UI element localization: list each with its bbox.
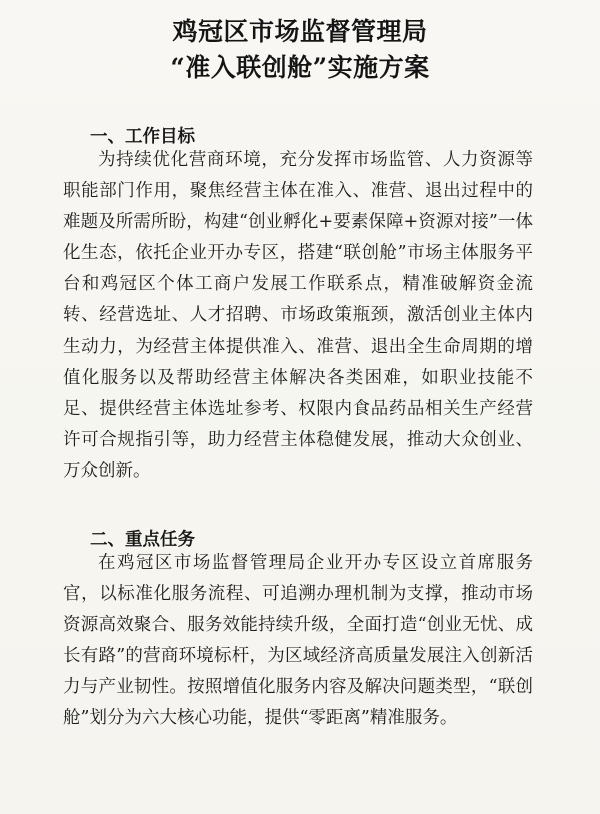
section-paragraph-tasks: 在鸡冠区市场监督管理局企业开办专区设立首席服务官，以标准化服务流程、可追溯办理机制为支撑，推动市场资源高效聚合、服务效能持续升级，全面打造“创业无忧、成长有路”的营商环境标杆，为区域经济高质量发展注入创新活力与产业韧性。按照增值化服务内容及解决问题类型，“联创舱”划分为六大核心功能，提供“零距离”精准服务。 xyxy=(63,553,533,729)
title-line-1: 鸡冠区市场监督管理局 xyxy=(172,17,428,46)
section-paragraph-goals: 为持续优化营商环境，充分发挥市场监管、人力资源等职能部门作用，聚焦经营主体在准入、准营、退出过程中的难题及所需所盼，构建“创业孵化+要素保障+资源对接”一体化生态，依托企业开办专区，搭建“联创舱”市场主体服务平台和鸡冠区个体工商户发展工作联系点，精准破解资金流转、经营选址、人才招聘、市场政策瓶颈，激活创业主体内生动力，为经营主体提供准入、准营、退出全生命周期的增值化服务以及帮助经营主体解决各类困难，如职业技能不足、提供经营主体选址参考、权限内食品药品相关生产经营许可合规指引等，助力经营主体稳健发展，推动大众创业、万众创新。 xyxy=(63,150,533,481)
document-title xyxy=(0,14,600,86)
title-line-2: “准入联创舱”实施方案 xyxy=(170,53,430,82)
section-heading-goals: 一、工作目标 xyxy=(90,127,195,147)
section-heading-tasks: 二、重点任务 xyxy=(90,530,195,550)
